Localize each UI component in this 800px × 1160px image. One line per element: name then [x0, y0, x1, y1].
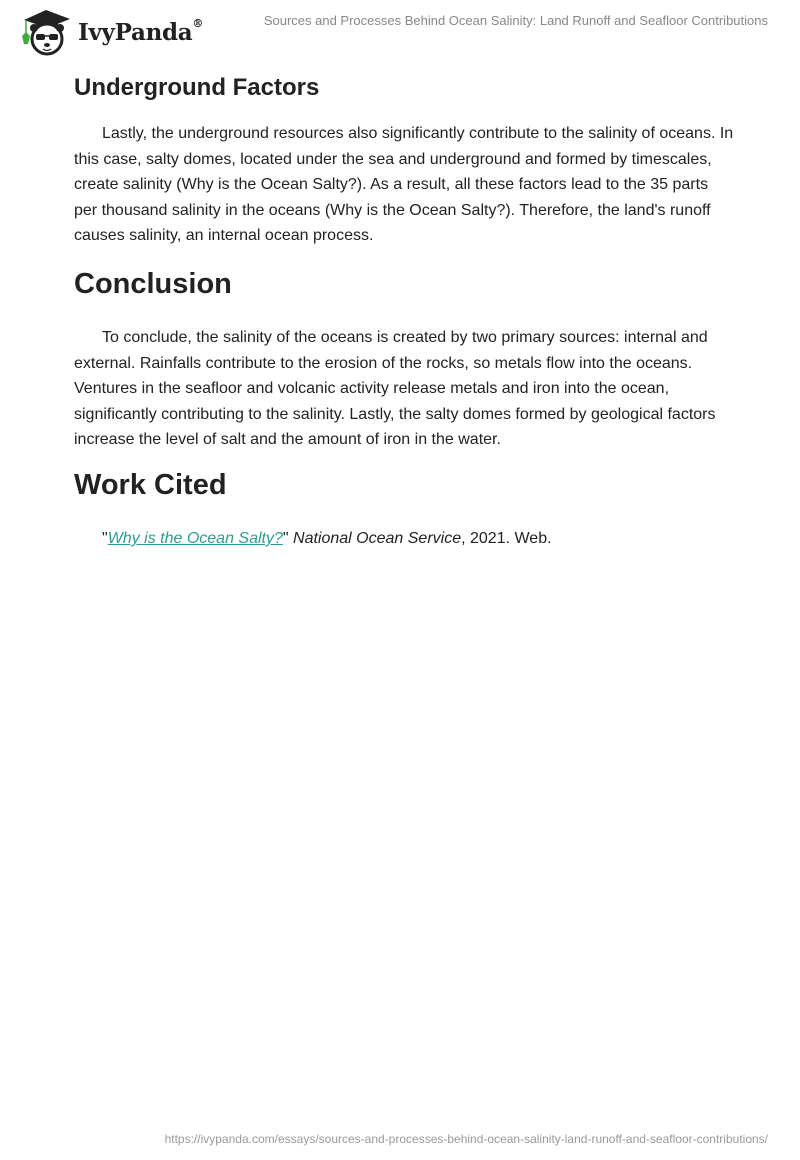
logo-text: IvyPanda® [78, 16, 204, 46]
citation-entry [102, 526, 552, 551]
section-heading-underground-factors: Underground Factors [74, 74, 320, 101]
citation-source: National Ocean Service [293, 530, 462, 547]
open-quote: " [102, 530, 108, 547]
ivypanda-logo[interactable] [16, 6, 203, 58]
citation-rest: , 2021. Web. [461, 530, 552, 547]
section-paragraph-underground-factors: Lastly, the underground resources also significantly contribute to the salinity of oceans. In this case, salty domes, located under the sea and underground and formed by timescales, create salinity (Why is the Ocean Salty?). As a result, all these factors lead to the 35 parts per thousand salinity in the oceans (Why is the Ocean Salty?). Therefore, the land's runoff causes salinity, an internal ocean process. [74, 125, 734, 244]
page-header [0, 0, 800, 60]
footer-url[interactable]: https://ivypanda.com/essays/sources-and-processes-behind-ocean-salinity-land-runoff-and-seafloor-contributions/ [164, 1132, 768, 1146]
section-paragraph-conclusion: To conclude, the salinity of the oceans is created by two primary sources: internal and external. Rainfalls contribute to the erosion of the rocks, so metals flow into the oceans. Ventures in the seafloor and volcanic activity release metals and iron into the ocean, significantly contributing to the salinity. Lastly, the salty domes formed by geological factors increase the level of salt and the amount of iron in the water. [74, 329, 716, 448]
panda-graduate-icon [16, 6, 76, 58]
section-heading-conclusion: Conclusion [74, 268, 232, 300]
close-quote: " [282, 530, 289, 547]
citation-link[interactable]: Why is the Ocean Salty? [107, 530, 283, 547]
section-heading-work-cited: Work Cited [74, 469, 227, 501]
document-title: Sources and Processes Behind Ocean Salinity: Land Runoff and Seafloor Contributions [263, 13, 768, 28]
